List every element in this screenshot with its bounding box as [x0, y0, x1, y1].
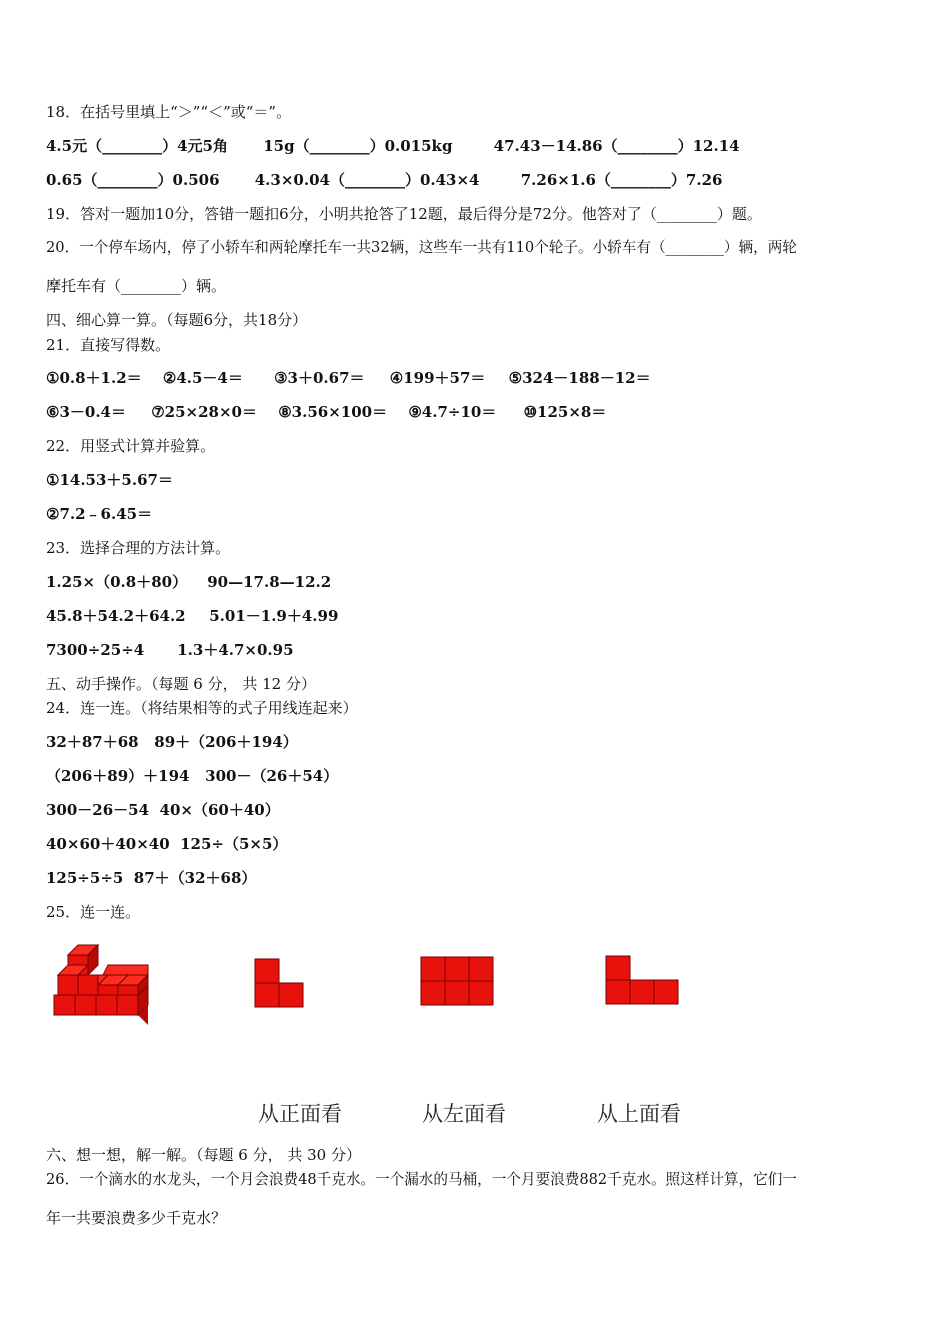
q25-title: 25．连一连。: [46, 903, 141, 921]
q20-line2: 摩托车有（________）辆。: [46, 277, 227, 295]
q21-item: ⑨4.7÷10＝: [408, 403, 497, 421]
q18-row2: [46, 170, 722, 190]
q23-expr: 7300÷25÷4: [46, 641, 145, 659]
section-6-heading: 六、想一想，解一解。（每题 6 分， 共 30 分）: [46, 1146, 361, 1164]
q23-expr: 1.25×（0.8＋80）: [46, 573, 188, 591]
q24-row: 125÷5÷5 87＋（32＋68）: [46, 869, 257, 887]
q21-item: ⑥3－0.4＝: [46, 403, 126, 421]
q23-row: [46, 640, 294, 660]
view-left-shape: [420, 956, 496, 1008]
view-caption-top: 从上面看: [597, 1102, 681, 1126]
q18-row1: [46, 136, 740, 156]
q23-expr: 45.8＋54.2＋64.2: [46, 607, 186, 625]
q22-title: 22．用竖式计算并验算。: [46, 437, 216, 455]
q22-item-2: ②7.2﹣6.45＝: [46, 505, 153, 523]
q23-row: [46, 572, 331, 592]
section-4-heading: 四、细心算一算。（每题6分，共18分）: [46, 311, 308, 329]
q24-row: 32＋87＋68 89＋（206＋194）: [46, 733, 298, 751]
q23-expr: 5.01－1.9＋4.99: [209, 607, 339, 625]
q21-item: ⑧3.56×100＝: [278, 403, 388, 421]
q21-item: ⑤324－188－12＝: [508, 369, 651, 387]
q22-item-1: ①14.53＋5.67＝: [46, 471, 173, 489]
q19-text: 19．答对一题加10分，答错一题扣6分，小明共抢答了12题，最后得分是72分。他答对了（________）题。: [46, 205, 762, 223]
q21-item: ⑩125×8＝: [523, 403, 607, 421]
q23-expr: 90—17.8—12.2: [207, 573, 332, 591]
q21-item: ①0.8＋1.2＝: [46, 369, 142, 387]
q21-item: ③3＋0.67＝: [274, 369, 365, 387]
view-top-shape: [605, 955, 681, 1007]
q26-line1: 26．一个滴水的水龙头，一个月会浪费48千克水。一个漏水的马桶，一个月要浪费882千克水。照这样计算，它们一: [46, 1171, 797, 1188]
q21-title: 21．直接写得数。: [46, 336, 171, 354]
view-front-shape: [254, 958, 306, 1010]
q18-item: 0.65（________）0.506: [46, 171, 220, 189]
q23-title: 23．选择合理的方法计算。: [46, 539, 231, 557]
section-5-heading: 五、动手操作。（每题 6 分， 共 12 分）: [46, 675, 316, 693]
q18-item: 15g（________）0.015kg: [263, 137, 453, 155]
view-caption-front: 从正面看: [258, 1102, 342, 1126]
q18-item: 4.5元（________）4元5角: [46, 137, 228, 155]
q18-item: 47.43－14.86（________）12.14: [493, 137, 740, 155]
q18-item: 4.3×0.04（________）0.43×4: [254, 171, 480, 189]
q20-line1: 20．一个停车场内，停了小轿车和两轮摩托车一共32辆，这些车一共有110个轮子。小轿车有（________）辆，两轮: [46, 239, 797, 256]
q26-line2: 年一共要浪费多少千克水？: [46, 1209, 227, 1227]
q24-row: 40×60＋40×40 125÷（5×5）: [46, 835, 288, 853]
cube-solid-figure: [50, 940, 160, 1020]
q23-row: [46, 606, 338, 626]
q24-title: 24．连一连。（将结果相等的式子用线连起来）: [46, 699, 358, 717]
q21-item: ④199＋57＝: [389, 369, 486, 387]
q18-item: 7.26×1.6（________）7.26: [520, 171, 723, 189]
q21-row1: [46, 368, 651, 388]
q21-item: ⑦25×28×0＝: [151, 403, 257, 421]
q21-row2: [46, 402, 606, 422]
q21-item: ②4.5－4＝: [162, 369, 243, 387]
q24-row: （206＋89）＋194 300－（26＋54）: [46, 767, 339, 785]
q24-row: 300－26－54 40×（60＋40）: [46, 801, 280, 819]
view-caption-left: 从左面看: [422, 1102, 506, 1126]
q23-expr: 1.3＋4.7×0.95: [177, 641, 294, 659]
q18-title: 18．在括号里填上“＞”“＜”或“＝”。: [46, 103, 292, 121]
